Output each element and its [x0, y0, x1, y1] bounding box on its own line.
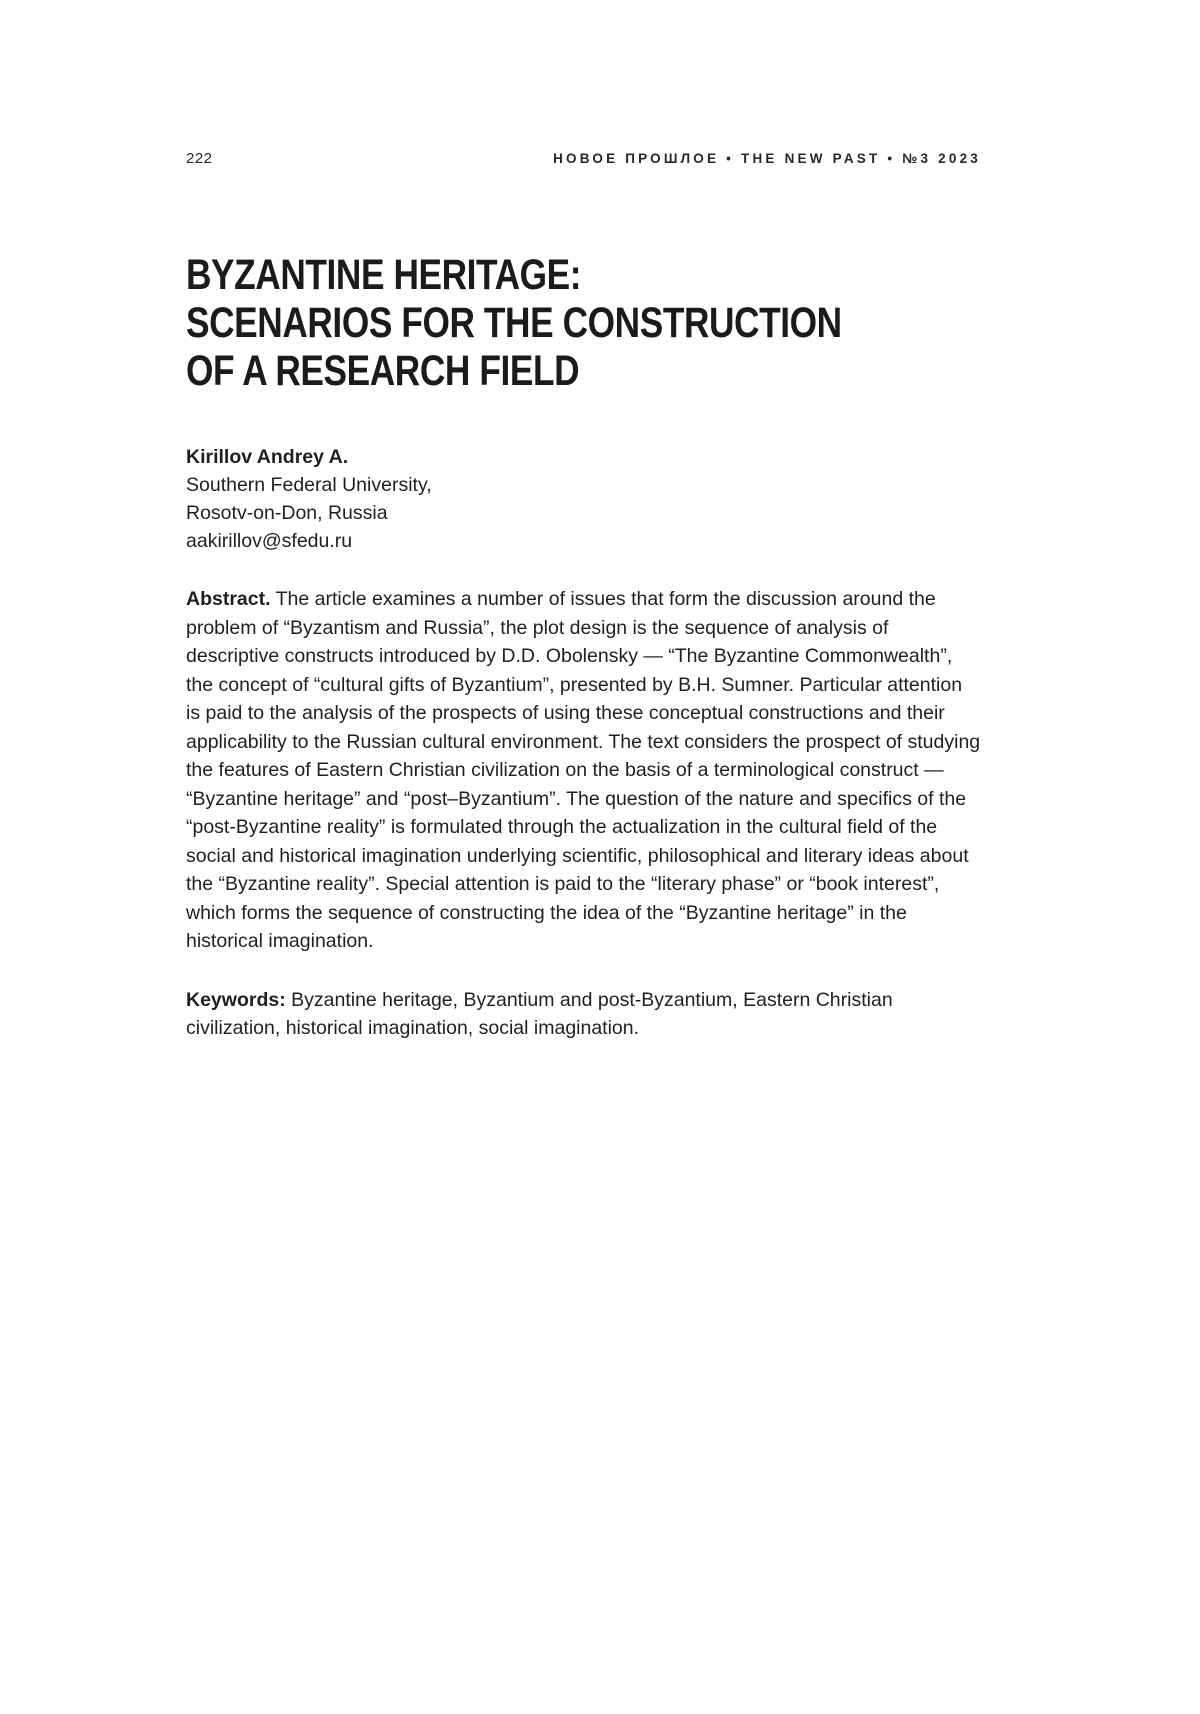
author-affiliation: Southern Federal University,: [186, 474, 432, 496]
keywords-label: Keywords:: [186, 988, 286, 1011]
author-block: [186, 443, 981, 555]
abstract-paragraph: [186, 585, 981, 956]
article-title-line-2: SCENARIOS FOR THE CONSTRUCTION: [186, 299, 842, 347]
journal-header: НОВОЕ ПРОШЛОЕ • THE NEW PAST • №3 2023: [553, 151, 981, 166]
page-content: [186, 0, 981, 1043]
keywords-text: Byzantine heritage, Byzantium and post-Byzantium, Eastern Christian civilization, historical imagination, social imagination.: [186, 988, 893, 1039]
author-location: Rosotv-on-Don, Russia: [186, 502, 388, 524]
article-title-line-3: OF A RESEARCH FIELD: [186, 347, 580, 395]
article-title-line-1: BYZANTINE HERITAGE:: [186, 251, 582, 299]
abstract-text: The article examines a number of issues that form the discussion around the problem of “Byzantism and Russia”, the plot design is the sequence of analysis of descriptive constructs introduced by D.D. Obolensky — “The Byzantine Commonwealth”, the concept of “cultural gifts of Byzantium”, presented by B.H. Sumner. Particular attention is paid to the analysis of the prospects of using these conceptual constructions and their applicability to the Russian cultural environment. The text considers the prospect of studying the features of Eastern Christian civilization on the basis of a terminological construct — “Byzantine heritage” and “post–Byzantium”. The question of the nature and specifics of the “post-Byzantine reality” is formulated through the actualization in the cultural field of the social and historical imagination underlying scientific, philosophical and literary ideas about the “Byzantine reality”. Special attention is paid to the “literary phase” or “book interest”, which forms the sequence of constructing the idea of the “Byzantine heritage” in the historical imagination.: [186, 588, 981, 952]
article-title: [186, 251, 842, 395]
keywords-paragraph: [186, 986, 981, 1043]
author-name: Kirillov Andrey A.: [186, 446, 349, 468]
running-header: [186, 0, 981, 167]
author-email: aakirillov@sfedu.ru: [186, 530, 353, 552]
page-number: 222: [186, 150, 213, 167]
abstract-label: Abstract.: [186, 588, 271, 610]
